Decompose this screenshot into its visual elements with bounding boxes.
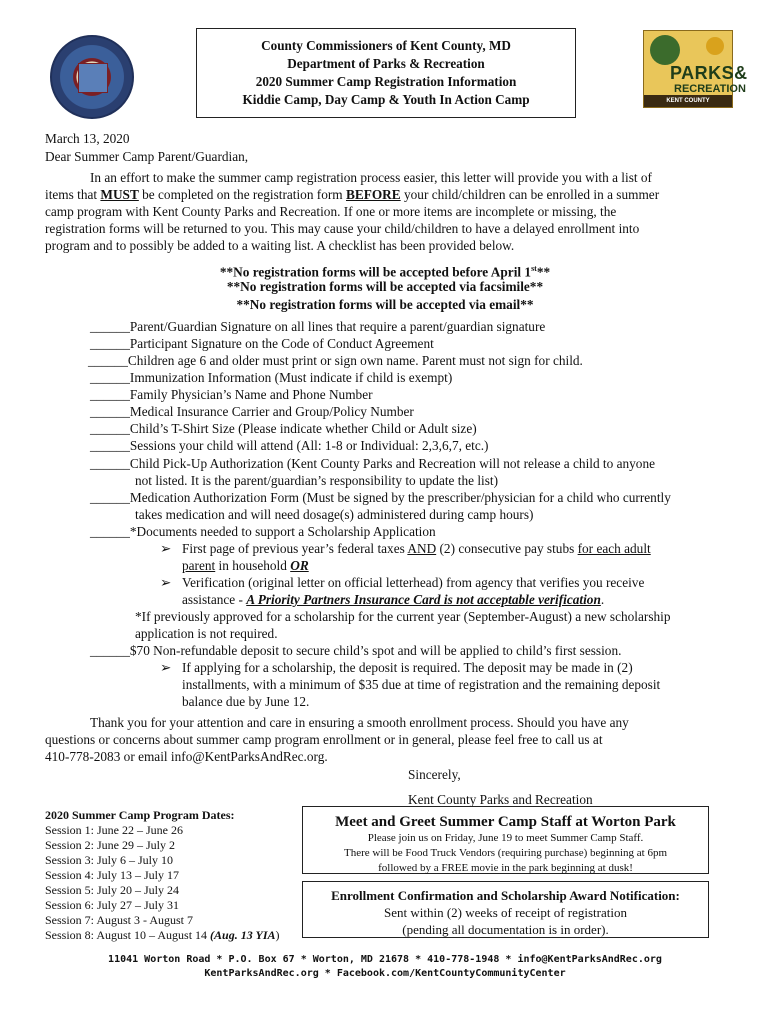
checklist-item: ______Parent/Guardian Signature on all lines that require a parent/guardian signature xyxy=(90,319,546,334)
bullet-item: Verification (original letter on official letterhead) from agency that verifies you receive xyxy=(182,575,645,590)
checklist-item: ______Family Physician’s Name and Phone Number xyxy=(90,387,373,402)
parks-recreation-logo xyxy=(643,30,748,108)
footer-address: 11041 Worton Road * P.O. Box 67 * Worton, MD 21678 * 410-778-1948 * info@KentParksAndRec.org xyxy=(108,954,662,965)
before-emphasis: BEFORE xyxy=(345,187,401,202)
county-seal xyxy=(50,35,134,119)
notice-fax: **No registration forms will be accepted via facsimile** xyxy=(226,279,544,294)
checklist-item: ______Medical Insurance Carrier and Group/Policy Number xyxy=(90,404,414,419)
bullet-icon: ➢ xyxy=(160,660,172,675)
footer-web: KentParksAndRec.org * Facebook.com/KentCountyCommunityCenter xyxy=(204,968,566,979)
session-item: Session 4: July 13 – July 17 xyxy=(45,868,180,882)
session-item: Session 6: July 27 – July 31 xyxy=(45,898,180,912)
session-item: Session 3: July 6 – July 10 xyxy=(45,853,174,867)
header-line-3: 2020 Summer Camp Registration Information xyxy=(255,74,517,89)
checklist-item: ______Children age 6 and older must print or sign own name. Parent must not sign for child. xyxy=(88,353,583,368)
bullet-item-cont: balance due by June 12. xyxy=(182,694,310,709)
scholarship-note-cont: application is not required. xyxy=(135,626,278,641)
meet-greet-box xyxy=(302,806,709,874)
notice-email: **No registration forms will be accepted via email** xyxy=(236,297,534,312)
bullet-item: First page of previous year’s federal taxes AND (2) consecutive pay stubs for each adult xyxy=(182,541,651,556)
paragraph-line: In an effort to make the summer camp registration process easier, this letter will provide you with a list of xyxy=(90,170,652,185)
checklist-item: ______Immunization Information (Must indicate if child is exempt) xyxy=(90,370,453,385)
meet-greet-line: Please join us on Friday, June 19 to meet Summer Camp Staff. xyxy=(367,832,644,844)
header-line-1: County Commissioners of Kent County, MD xyxy=(261,38,511,53)
program-dates xyxy=(45,808,280,943)
checklist-item: ______Participant Signature on the Code of Conduct Agreement xyxy=(90,336,434,351)
meet-greet-title: Meet and Greet Summer Camp Staff at Worton Park xyxy=(335,814,676,830)
notice-april: **No registration forms will be accepted before April 1st** xyxy=(219,264,551,280)
paragraph-line: items that MUST be completed on the registration form BEFORE your child/children can be enrolled in a summer xyxy=(45,187,660,202)
meet-greet-line: followed by a FREE movie in the park beginning at dusk! xyxy=(378,862,633,874)
enrollment-title: Enrollment Confirmation and Scholarship Award Notification: xyxy=(331,888,680,903)
bullet-icon: ➢ xyxy=(160,575,172,590)
checklist-item: ______*Documents needed to support a Scholarship Application xyxy=(90,524,436,539)
paragraph-line: registration forms will be returned to you. This may cause your child/children to have a delayed enrollment into xyxy=(45,221,640,236)
checklist-item: ______Child’s T-Shirt Size (Please indicate whether Child or Adult size) xyxy=(90,421,477,436)
header-line-4: Kiddie Camp, Day Camp & Youth In Action Camp xyxy=(242,92,530,107)
closing-line: Thank you for your attention and care in ensuring a smooth enrollment process. Should you have any xyxy=(90,715,629,730)
session-item: Session 2: June 29 – July 2 xyxy=(45,838,176,852)
letter-greeting: Dear Summer Camp Parent/Guardian, xyxy=(45,149,249,164)
bullet-item-cont: assistance - A Priority Partners Insurance Card is not acceptable verification. xyxy=(182,592,605,607)
checklist-item-cont: not listed. It is the parent/guardian’s responsibility to update the list) xyxy=(135,473,499,488)
paragraph-line: camp program with Kent County Parks and Recreation. If one or more items are incomplete or missing, the xyxy=(45,204,617,219)
bullet-icon: ➢ xyxy=(160,541,172,556)
scholarship-note: *If previously approved for a scholarship for the current year (September-August) a new scholarship xyxy=(135,609,671,624)
letterhead-title-box xyxy=(196,28,576,118)
enrollment-line: (pending all documentation is in order). xyxy=(402,922,609,937)
session-item: Session 8: August 10 – August 14 (Aug. 13 YIA) xyxy=(45,928,280,942)
checklist-item-cont: takes medication and will need dosage(s) administered during camp hours) xyxy=(135,507,534,522)
closing-line: 410-778-2083 or email info@KentParksAndRec.org. xyxy=(45,749,328,764)
closing-line: questions or concerns about summer camp program enrollment or in general, please feel free to call us at xyxy=(45,732,603,747)
logo-word-parks: PARKS& xyxy=(670,63,748,83)
bullet-item-cont: installments, with a minimum of $35 due at time of registration and the remaining deposit xyxy=(182,677,661,692)
logo-word-recreation: RECREATION xyxy=(674,83,746,95)
session-item: Session 7: August 3 - August 7 xyxy=(45,913,194,927)
checklist-item: ______Sessions your child will attend (All: 1-8 or Individual: 2,3,6,7, etc.) xyxy=(90,438,489,453)
sincerely: Sincerely, xyxy=(408,767,461,782)
enrollment-box xyxy=(302,881,709,938)
checklist-item: ______Child Pick-Up Authorization (Kent County Parks and Recreation will not release a child to anyone xyxy=(90,456,656,471)
program-dates-title: 2020 Summer Camp Program Dates: xyxy=(45,808,235,822)
header-line-2: Department of Parks & Recreation xyxy=(287,56,485,71)
session-item: Session 1: June 22 – June 26 xyxy=(45,823,183,837)
bullet-item-cont: parent in household OR xyxy=(182,558,309,573)
logo-strip: KENT COUNTY xyxy=(644,95,732,107)
checklist-item: ______Medication Authorization Form (Must be signed by the prescriber/physician for a child who currently xyxy=(90,490,671,505)
checklist-item: ______$70 Non-refundable deposit to secure child’s spot and will be applied to child’s first session. xyxy=(90,643,622,658)
enrollment-line: Sent within (2) weeks of receipt of registration xyxy=(384,905,627,920)
session-item: Session 5: July 20 – July 24 xyxy=(45,883,180,897)
signoff: Kent County Parks and Recreation xyxy=(408,792,593,807)
bullet-item: If applying for a scholarship, the deposit is required. The deposit may be made in (2) xyxy=(182,660,633,675)
meet-greet-line: There will be Food Truck Vendors (requiring purchase) beginning at 6pm xyxy=(343,847,668,859)
letter-date: March 13, 2020 xyxy=(45,131,130,146)
paragraph-line: program and to possibly be added to a waiting list. A checklist has been provided below. xyxy=(45,238,515,253)
must-emphasis: MUST xyxy=(100,187,139,202)
